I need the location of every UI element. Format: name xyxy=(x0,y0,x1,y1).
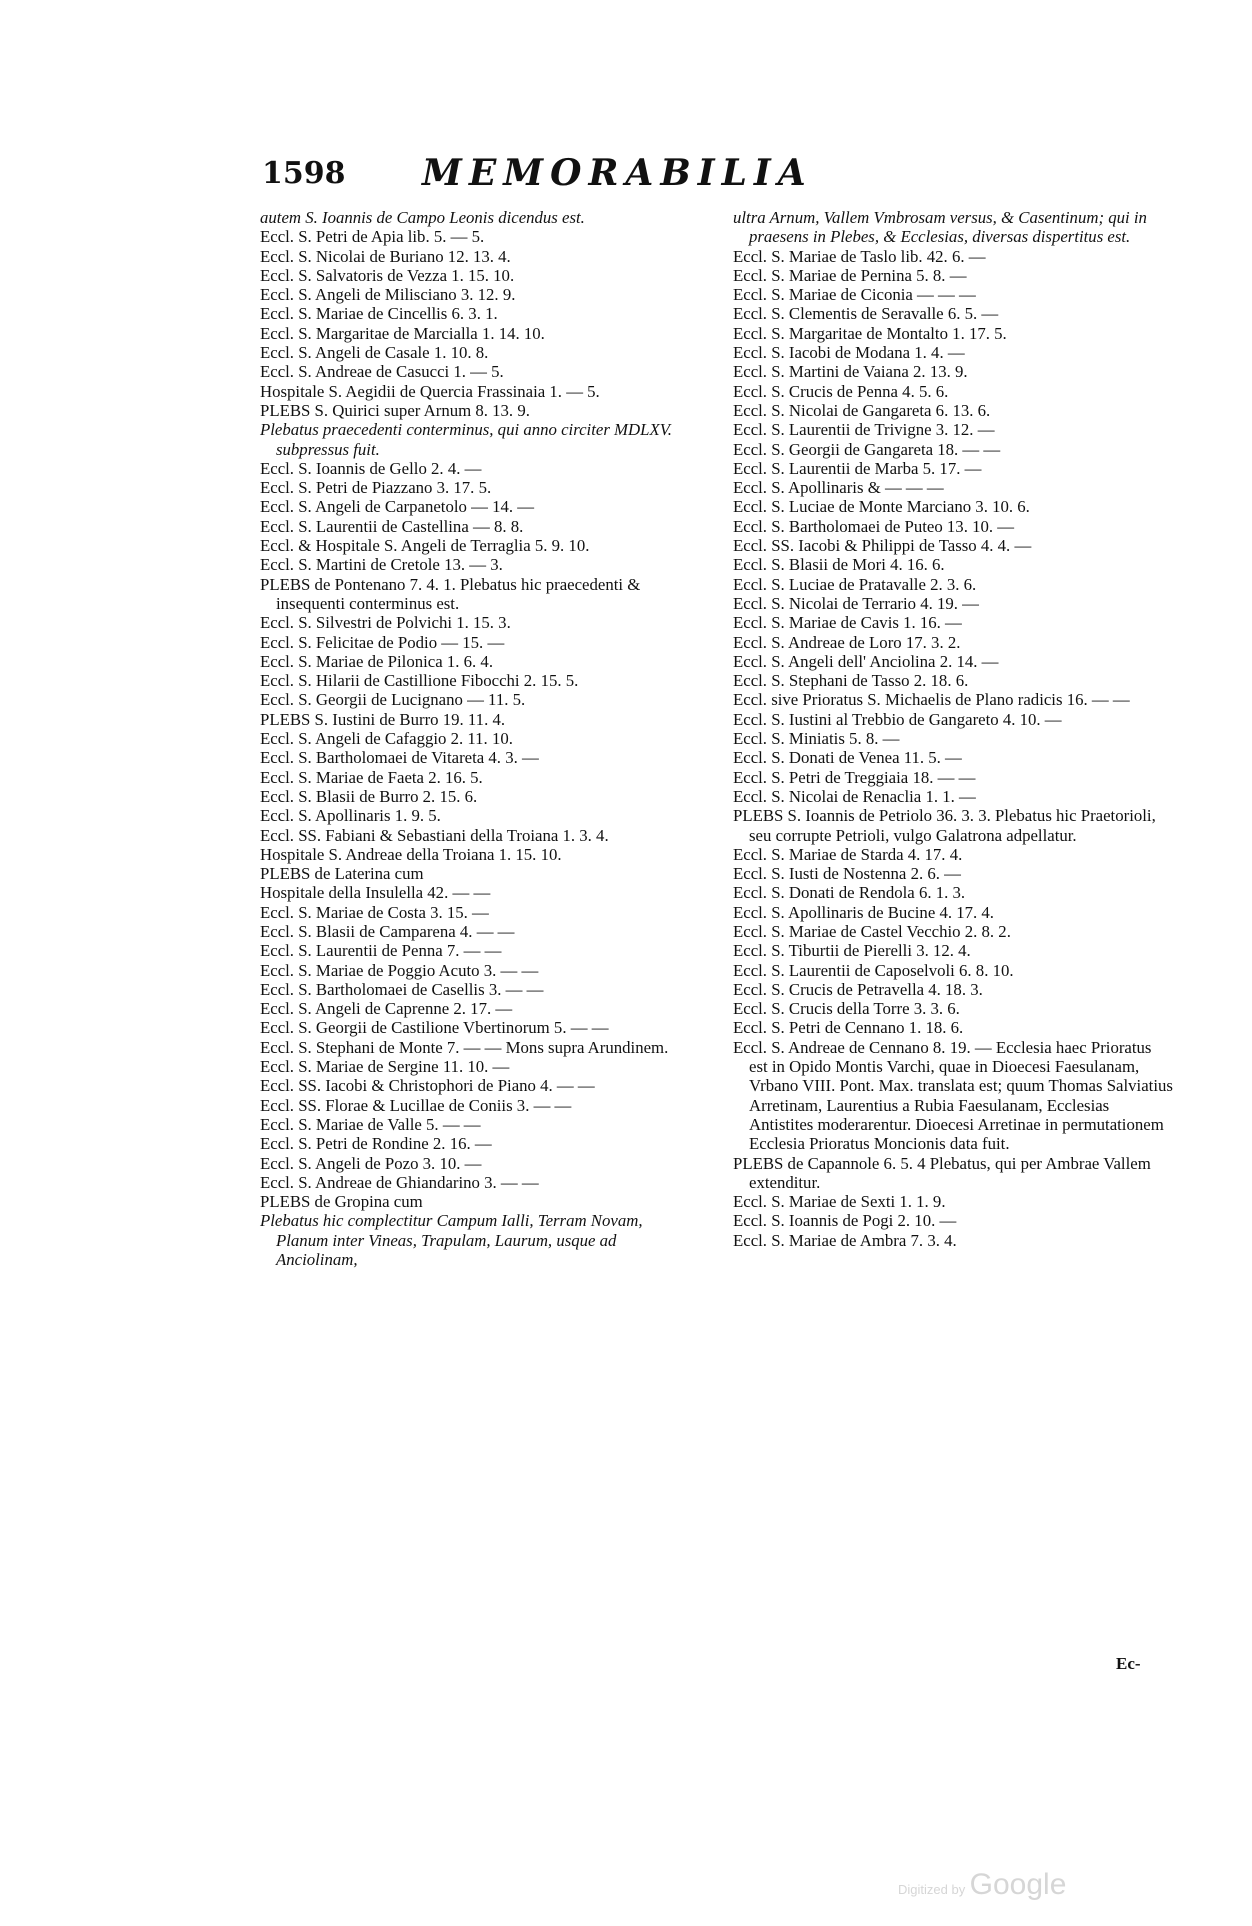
register-entry: Eccl. S. Hilarii de Castillione Fibocchi 2. 15. 5. xyxy=(260,671,579,691)
register-entry: Eccl. S. Ioannis de Gello 2. 4. — xyxy=(260,458,482,478)
register-entry: Eccl. S. Angeli de Caprenne 2. 17. — xyxy=(260,999,513,1019)
register-entry: PLEBS de Gropina cum xyxy=(260,1192,423,1212)
register-entry: Eccl. S. Laurentii de Caposelvoli 6. 8. 10. xyxy=(733,960,1014,980)
register-entry: Eccl. S. Andreae de Casucci 1. — 5. xyxy=(260,362,504,382)
register-entry: Eccl. S. Petri de Rondine 2. 16. — xyxy=(260,1134,492,1154)
register-entry: Eccl. S. Nicolai de Buriano 12. 13. 4. xyxy=(260,246,511,266)
register-entry: Eccl. & Hospitale S. Angeli de Terraglia 5. 9. 10. xyxy=(260,536,590,556)
register-entry: Eccl. S. Martini de Vaiana 2. 13. 9. xyxy=(733,362,968,382)
register-entry: Eccl. S. Mariae de Poggio Acuto 3. — — xyxy=(260,960,539,980)
register-entry: Eccl. S. Silvestri de Polvichi 1. 15. 3. xyxy=(260,613,511,633)
register-entry: Eccl. S. Georgii de Gangareta 18. — — xyxy=(733,439,1001,459)
register-entry: Eccl. S. Mariae de Cavis 1. 16. — xyxy=(733,613,962,633)
register-entry: Eccl. S. Felicitae de Podio — 15. — xyxy=(260,632,505,652)
register-entry: Eccl. S. Angeli de Pozo 3. 10. — xyxy=(260,1153,482,1173)
catchword: Ec- xyxy=(1116,1654,1141,1673)
register-entry: Eccl. SS. Florae & Lucillae de Coniis 3. — — xyxy=(260,1095,572,1115)
register-entry: Eccl. S. Mariae de Starda 4. 17. 4. xyxy=(733,844,963,864)
register-entry: Eccl. S. Nicolai de Terrario 4. 19. — xyxy=(733,593,979,613)
register-entry: Eccl. S. Angeli de Casale 1. 10. 8. xyxy=(260,343,489,363)
register-entry: Hospitale S. Andreae della Troiana 1. 15. 10. xyxy=(260,844,562,864)
register-entry: Eccl. S. Mariae de Ambra 7. 3. 4. xyxy=(733,1230,957,1250)
register-entry: PLEBS de Capannole 6. 5. 4 Plebatus, qui per Ambrae Vallem extenditur. xyxy=(733,1153,1151,1192)
register-entry: Eccl. S. Angeli de Cafaggio 2. 11. 10. xyxy=(260,729,513,749)
register-entry: Eccl. S. Blasii de Mori 4. 16. 6. xyxy=(733,555,945,575)
register-entry: Eccl. S. Tiburtii de Pierelli 3. 12. 4. xyxy=(733,941,971,961)
register-entry: Eccl. S. Andreae de Loro 17. 3. 2. xyxy=(733,632,961,652)
register-entry: Eccl. S. Georgii de Castilione Vbertinorum 5. — — xyxy=(260,1018,609,1038)
register-entry: Eccl. S. Miniatis 5. 8. — xyxy=(733,729,900,749)
register-entry: Eccl. S. Bartholomaei de Puteo 13. 10. — xyxy=(733,516,1015,536)
register-entry: Plebatus hic complectitur Campum Ialli, Terram Novam, Planum inter Vineas, Trapulam, Laurum, usque ad Anciolinam, xyxy=(260,1211,643,1270)
register-entry: Eccl. S. Mariae de Pernina 5. 8. — xyxy=(733,265,967,285)
register-entry: Eccl. S. Apollinaris & — — — xyxy=(733,478,944,498)
register-entry: Eccl. S. Iustini al Trebbio de Gangareto 4. 10. — xyxy=(733,709,1062,729)
register-entry: Eccl. SS. Iacobi & Philippi de Tasso 4. 4. — xyxy=(733,536,1032,556)
register-entry: Eccl. S. Crucis de Petravella 4. 18. 3. xyxy=(733,979,983,999)
register-entry: Eccl. S. Petri de Cennano 1. 18. 6. xyxy=(733,1018,964,1038)
register-entry: Eccl. S. Mariae de Pilonica 1. 6. 4. xyxy=(260,651,494,671)
right-column xyxy=(733,208,1173,1250)
watermark-prefix: Digitized by xyxy=(898,1882,966,1897)
register-entry: Eccl. S. Blasii de Camparena 4. — — xyxy=(260,921,515,941)
register-entry: Eccl. S. Margaritae de Montalto 1. 17. 5. xyxy=(733,323,1007,343)
register-entry: Eccl. S. Angeli dell' Anciolina 2. 14. — xyxy=(733,651,999,671)
register-entry: Eccl. S. Bartholomaei de Vitareta 4. 3. — xyxy=(260,748,539,768)
register-entry: Eccl. S. Blasii de Burro 2. 15. 6. xyxy=(260,786,478,806)
register-entry: autem S. Ioannis de Campo Leonis dicendus est. xyxy=(260,208,585,227)
watermark-brand: Google xyxy=(969,1868,1067,1901)
register-entry: ultra Arnum, Vallem Vmbrosam versus, & Casentinum; qui in praesens in Plebes, & Ecclesias, diversas dispertitus est. xyxy=(733,208,1147,247)
register-entry: Eccl. S. Petri de Treggiaia 18. — — xyxy=(733,767,976,787)
register-entry: Eccl. S. Iacobi de Modana 1. 4. — xyxy=(733,343,965,363)
register-entry: Eccl. S. Georgii de Lucignano — 11. 5. xyxy=(260,690,526,710)
register-entry: Eccl. S. Mariae de Sexti 1. 1. 9. xyxy=(733,1192,946,1212)
page-number: 1598 xyxy=(262,156,346,191)
register-entry: Eccl. S. Donati de Rendola 6. 1. 3. xyxy=(733,883,966,903)
register-entry: Eccl. S. Andreae de Ghiandarino 3. — — xyxy=(260,1172,539,1192)
register-entry: Eccl. S. Ioannis de Pogi 2. 10. — xyxy=(733,1211,957,1231)
register-entry: Eccl. SS. Iacobi & Christophori de Piano 4. — — xyxy=(260,1076,595,1096)
register-entry: Eccl. S. Mariae de Faeta 2. 16. 5. xyxy=(260,767,483,787)
register-entry: Eccl. S. Crucis della Torre 3. 3. 6. xyxy=(733,999,960,1019)
page-header xyxy=(262,152,942,196)
register-entry: Hospitale S. Aegidii de Quercia Frassinaia 1. — 5. xyxy=(260,381,600,401)
register-entry: PLEBS S. Ioannis de Petriolo 36. 3. 3. Plebatus hic Praetorioli, seu corrupte Petrioli, vulgo Galatrona adpellatur. xyxy=(733,806,1156,845)
register-entry: PLEBS S. Quirici super Arnum 8. 13. 9. xyxy=(260,400,530,420)
register-entry: Eccl. sive Prioratus S. Michaelis de Plano radicis 16. — — xyxy=(733,690,1130,710)
register-entry: Eccl. S. Mariae de Ciconia — — — xyxy=(733,285,976,305)
register-entry: Eccl. S. Angeli de Carpanetolo — 14. — xyxy=(260,497,535,517)
register-entry: PLEBS S. Iustini de Burro 19. 11. 4. xyxy=(260,709,506,729)
register-entry: Eccl. S. Margaritae de Marcialla 1. 14. 10. xyxy=(260,323,545,343)
left-column xyxy=(260,208,696,1269)
register-entry: Eccl. S. Crucis de Penna 4. 5. 6. xyxy=(733,381,949,401)
register-entry: Eccl. S. Luciae de Monte Marciano 3. 10. 6. xyxy=(733,497,1030,517)
digitized-by-watermark xyxy=(898,1868,1066,1902)
register-entry: Eccl. S. Nicolai de Gangareta 6. 13. 6. xyxy=(733,400,991,420)
register-entry: PLEBS de Laterina cum xyxy=(260,864,424,884)
register-entry: Eccl. S. Mariae de Taslo lib. 42. 6. — xyxy=(733,246,986,266)
register-entry: Eccl. S. Laurentii de Marba 5. 17. — xyxy=(733,458,982,478)
register-entry: Eccl. S. Stephani de Tasso 2. 18. 6. xyxy=(733,671,969,691)
register-entry: Eccl. S. Petri de Apia lib. 5. — 5. xyxy=(260,227,485,247)
register-entry: Eccl. S. Mariae de Cincellis 6. 3. 1. xyxy=(260,304,498,324)
running-title: MEMORABILIA xyxy=(422,152,813,194)
register-entry: Eccl. S. Petri de Piazzano 3. 17. 5. xyxy=(260,478,492,498)
register-entry: Plebatus praecedenti conterminus, qui anno circiter MDLXV. subpressus fuit. xyxy=(260,420,673,459)
register-entry: Eccl. S. Stephani de Monte 7. — — Mons supra Arundinem. xyxy=(260,1037,669,1057)
register-entry: Eccl. S. Clementis de Seravalle 6. 5. — xyxy=(733,304,999,324)
register-entry: Eccl. S. Angeli de Milisciano 3. 12. 9. xyxy=(260,285,516,305)
register-entry: Eccl. S. Nicolai de Renaclia 1. 1. — xyxy=(733,786,976,806)
register-entry: Eccl. S. Laurentii de Trivigne 3. 12. — xyxy=(733,420,995,440)
register-entry: PLEBS de Pontenano 7. 4. 1. Plebatus hic praecedenti & insequenti conterminus est. xyxy=(260,574,641,613)
register-entry: Eccl. S. Bartholomaei de Casellis 3. — — xyxy=(260,979,544,999)
register-entry: Eccl. S. Salvatoris de Vezza 1. 15. 10. xyxy=(260,265,515,285)
register-entry: Eccl. S. Martini de Cretole 13. — 3. xyxy=(260,555,503,575)
register-entry: Eccl. S. Andreae de Cennano 8. 19. — Ecclesia haec Prioratus est in Opido Montis Varchi, quae in Dioecesi Faesulanam, Vrbano VIII. Pont. Max. translata est; quum Thomas Salviatius Arretinam, Laurentius a Rubia Faesulanam, Ecclesias Antistites moderarentur. Dioecesi Arretinae in permutationem Ecclesia Prioratus Moncionis data fuit. xyxy=(733,1037,1173,1154)
register-entry: Eccl. S. Apollinaris de Bucine 4. 17. 4. xyxy=(733,902,995,922)
register-entry: Hospitale della Insulella 42. — — xyxy=(260,883,491,903)
register-entry: Eccl. S. Mariae de Sergine 11. 10. — xyxy=(260,1057,510,1077)
register-entry: Eccl. S. Donati de Venea 11. 5. — xyxy=(733,748,962,768)
register-entry: Eccl. SS. Fabiani & Sebastiani della Troiana 1. 3. 4. xyxy=(260,825,609,845)
register-entry: Eccl. S. Laurentii de Castellina — 8. 8. xyxy=(260,516,524,536)
register-entry: Eccl. S. Mariae de Castel Vecchio 2. 8. 2. xyxy=(733,921,1011,941)
register-entry: Eccl. S. Laurentii de Penna 7. — — xyxy=(260,941,502,961)
register-entry: Eccl. S. Mariae de Costa 3. 15. — xyxy=(260,902,489,922)
register-entry: Eccl. S. Luciae de Pratavalle 2. 3. 6. xyxy=(733,574,977,594)
register-entry: Eccl. S. Iusti de Nostenna 2. 6. — xyxy=(733,864,961,884)
register-entry: Eccl. S. Apollinaris 1. 9. 5. xyxy=(260,806,441,826)
register-entry: Eccl. S. Mariae de Valle 5. — — xyxy=(260,1114,481,1134)
